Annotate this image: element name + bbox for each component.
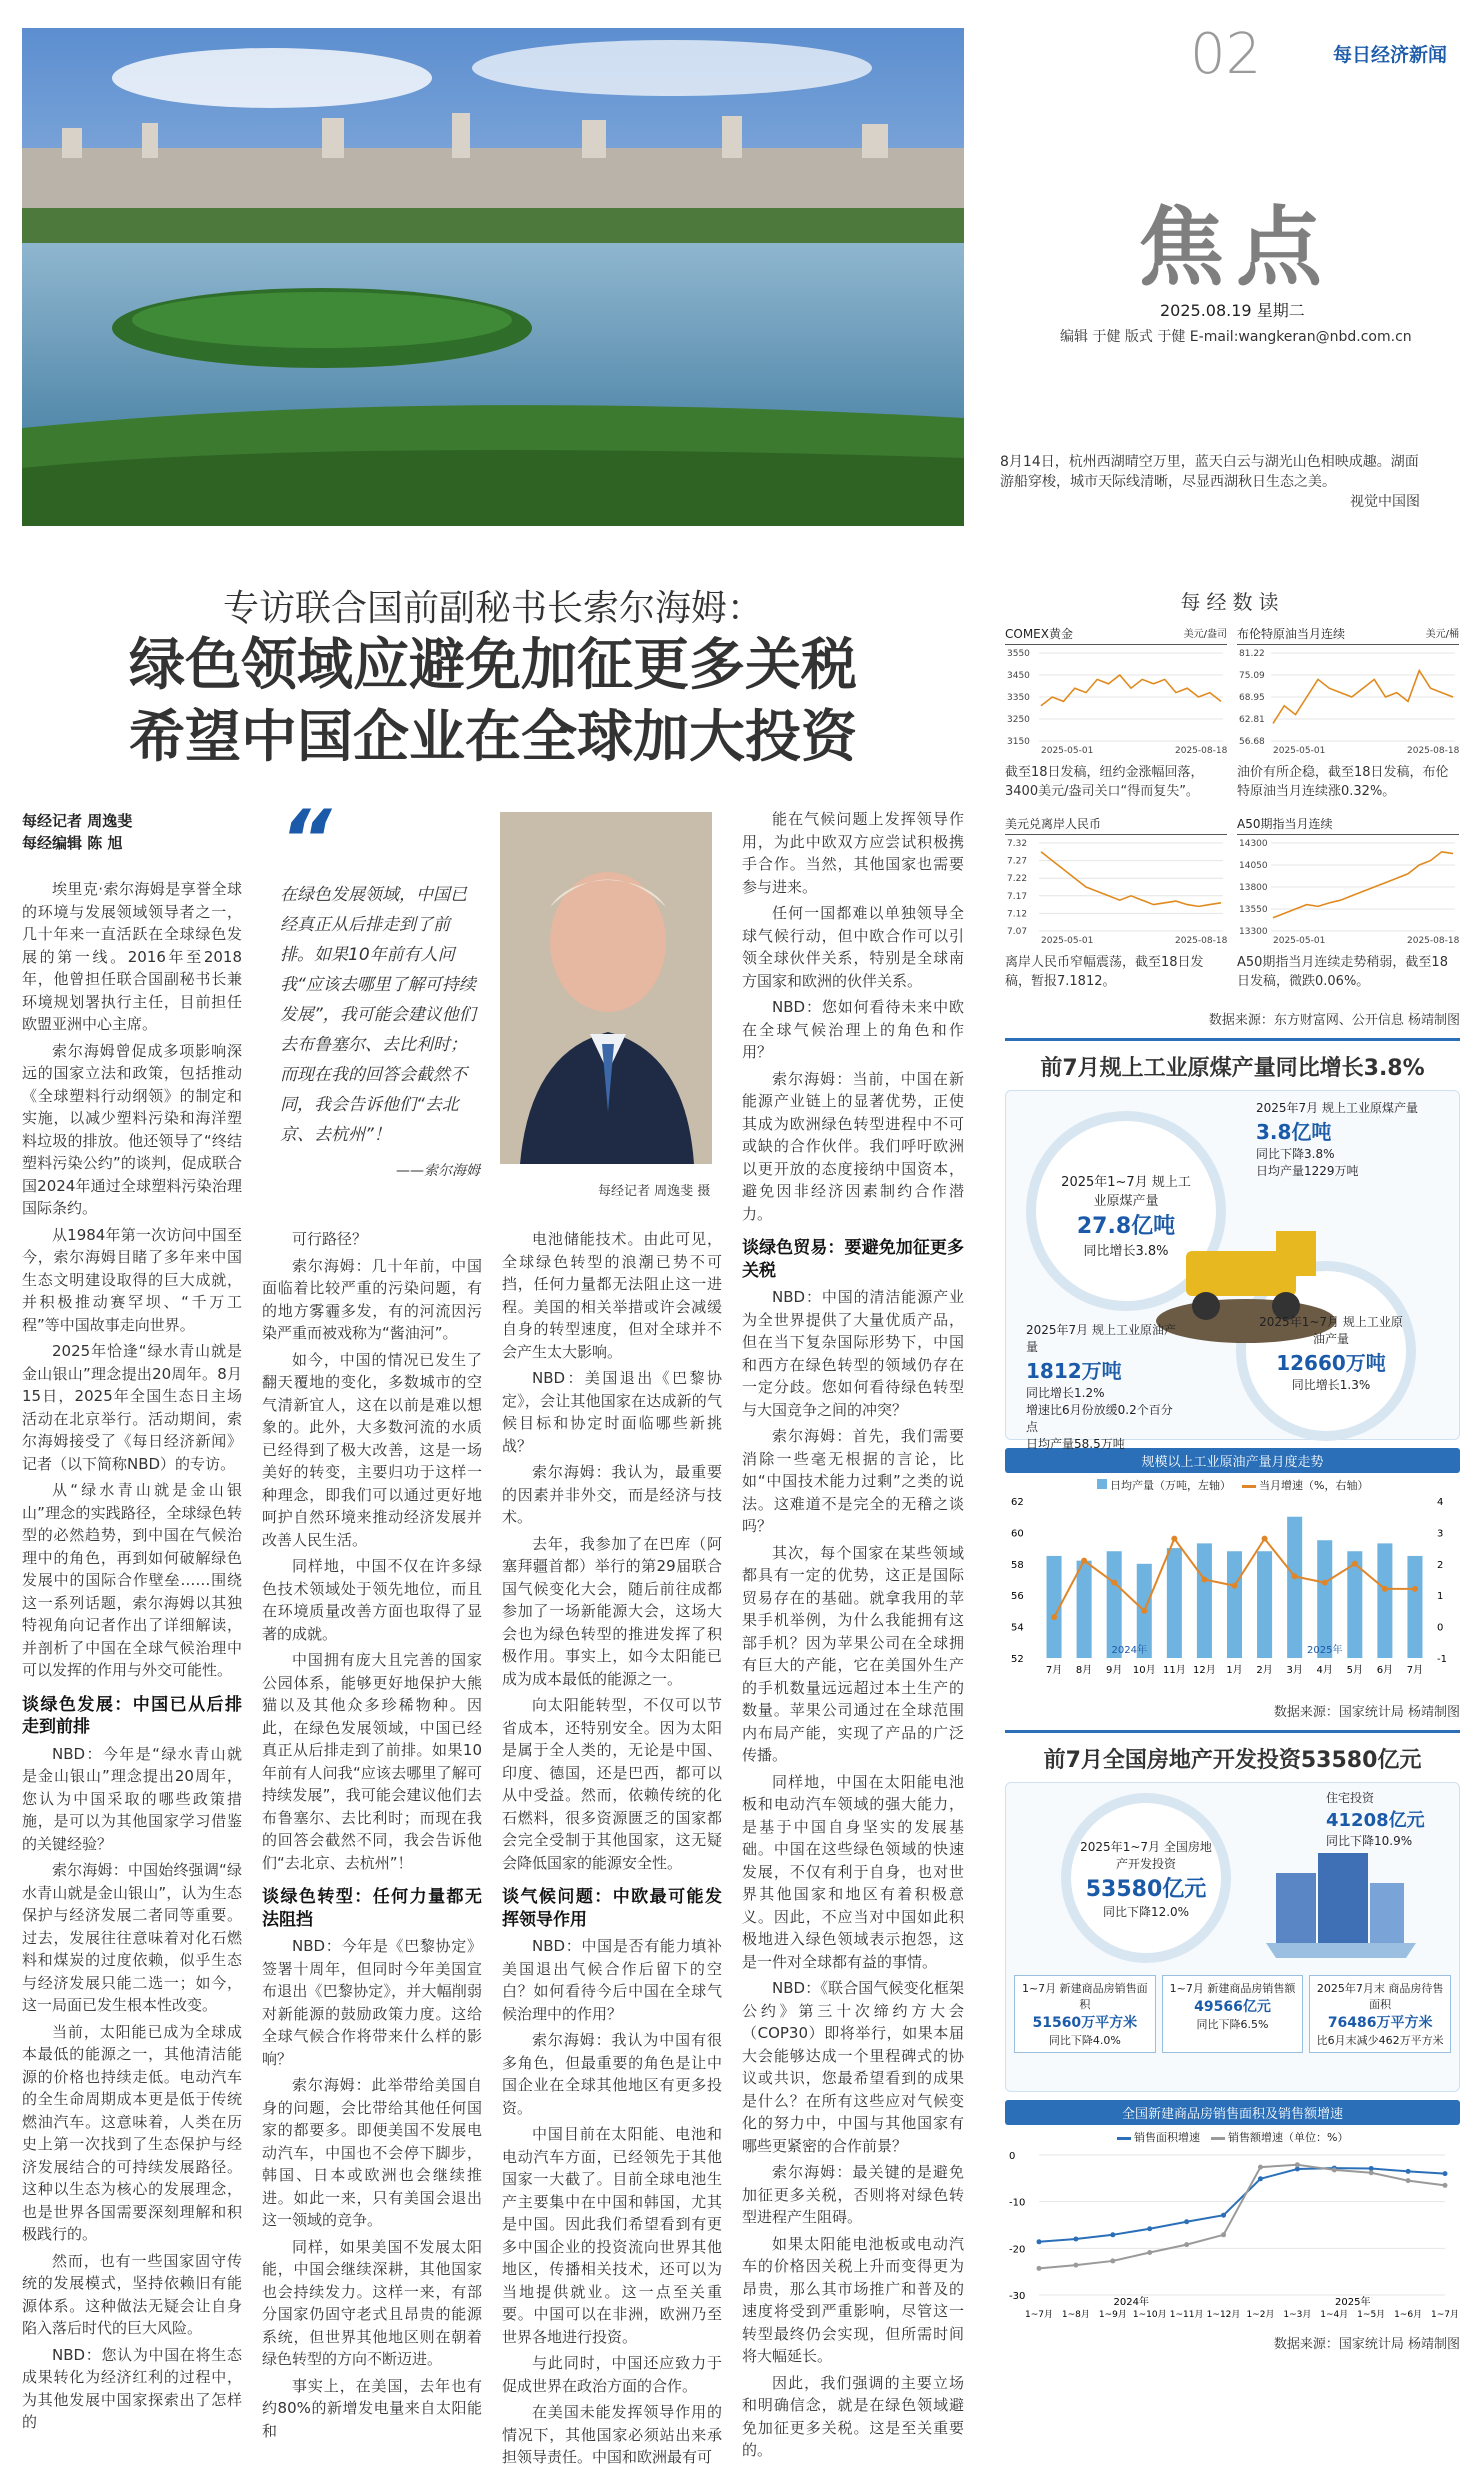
legend-bar-label: 日均产量（万吨，左轴） <box>1110 1479 1232 1492</box>
col4b-paragraph: 同样地，中国在太阳能电池板和电动汽车领域的强大能力，是基于中国自身坚实的发展基础。中国在这些绿色领域的快速发展，不仅有利于自身，也对世界其他国家和地区有着积极意义。因此，不应当对中国如此积极地进入绿色领域表示抱怨，这是一件对全球都有益的事情。 <box>742 1772 964 1971</box>
x-tick-label: 2025-05-01 <box>1041 746 1094 756</box>
y-tick-label: 68.95 <box>1239 693 1265 703</box>
y-axis-tick: -30 <box>1009 2291 1026 2302</box>
byline <box>22 810 132 854</box>
category-label: 1~4月 <box>1320 2310 1349 2320</box>
col1b-paragraph: NBD：您认为中国在将生态成果转化为经济红利的过程中，为其他发展中国家探索出了怎样的 <box>22 2345 242 2431</box>
oil-july-title: 2025年7月 规上工业原油产量 <box>1026 1323 1176 1354</box>
article-column-4 <box>742 808 964 2466</box>
caption-text: 8月14日，杭州西湖晴空万里，蓝天白云与湖光山色相映成趣。湖面游船穿梭，城市天际线清晰，尽显西湖秋日生态之美。 <box>1000 454 1419 490</box>
growth-rate-point <box>1292 1573 1298 1579</box>
growth-rate-point <box>1412 1586 1418 1592</box>
quote-text: 在绿色发展领域，中国已经真正从后排走到了前排。如果10年前有人问我“应该去哪里了解可持续发展”，我可能会建议他们去布鲁塞尔、去比利时；而现在我的回答会截然不同，我会告诉他们“去北京、去杭州”！ <box>280 885 476 1145</box>
y-tick-label: 62.81 <box>1239 715 1265 725</box>
series-line <box>1039 2168 1445 2242</box>
oil-ytd-title: 2025年1~7月 规上工业原油产量 <box>1259 1315 1403 1346</box>
sales-amount-box <box>1162 1975 1304 2053</box>
coal-july-block <box>1256 1099 1426 1179</box>
growth-rate-point <box>1141 1608 1147 1614</box>
growth-rate-point <box>1171 1536 1177 1542</box>
col1b-paragraph: NBD：今年是“绿水青山就是金山银山”理念提出20周年，您认为中国采取的哪些政策措施，是可以为其他国家学习借鉴的关键经验？ <box>22 1744 242 1853</box>
daily-output-bar <box>1167 1548 1182 1658</box>
coal-july-title: 2025年7月 规上工业原煤产量 <box>1256 1101 1418 1115</box>
legend-bar-swatch <box>1097 1479 1107 1489</box>
series-point <box>1332 2167 1337 2172</box>
y-tick-label: 75.09 <box>1239 671 1265 681</box>
oil-ytd-value: 12660万吨 <box>1276 1351 1386 1375</box>
portrait-photo <box>500 812 712 1164</box>
growth-rate-point <box>1111 1580 1117 1586</box>
col2-paragraph: 中国拥有庞大且完善的国家公园体系，能够更好地保护大熊猫以及其他众多珍稀物种。因此，在绿色发展领域，中国已经真正从后排走到了前排。如果10年前有人问我“应该去哪里了解可持续发展”，我可能会建议他们去布鲁塞尔、去比利时；而现在我的回答会截然不同，我会告诉他们“去北京、去杭州”！ <box>262 1651 482 1872</box>
right-axis-tick: 0 <box>1437 1622 1444 1634</box>
year-label: 2024年 <box>1113 2297 1149 2308</box>
price-line <box>1273 852 1453 918</box>
editor: 每经编辑 陈 旭 <box>22 834 123 852</box>
source-line-2: 数据来源：国家统计局 杨靖制图 <box>1273 1705 1460 1720</box>
coal-ytd-title: 2025年1~7月 规上工业原煤产量 <box>1061 1175 1191 1209</box>
y-tick-label: 7.12 <box>1007 909 1028 920</box>
residential-invest-title: 住宅投资 <box>1326 1791 1375 1805</box>
legend-amount-swatch <box>1211 2137 1225 2140</box>
paper-name: 每日经济新闻 <box>1333 44 1448 66</box>
year-label: 2025年 <box>1307 1645 1343 1656</box>
article-column-1 <box>22 878 242 2438</box>
growth-rate-point <box>1322 1580 1328 1586</box>
col4b-paragraph: NBD：中国的清洁能源产业为全世界提供了大量优质产品，但在当下复杂国际形势下，中国和西方在绿色转型的领域仍存在一定分歧。您如何看待绿色转型与大国竞争之间的冲突？ <box>742 1288 964 1419</box>
series-point <box>1221 2232 1226 2237</box>
mini-chart-label <box>1237 625 1459 645</box>
col3-paragraph: 去年，我参加了在巴库（阿塞拜疆首都）举行的第29届联合国气候变化大会，随后前往成都参加了一场新能源大会，这场大会也为绿色转型的推进发挥了积极作用。事实上，如今太阳能已成为成本最低的能源之一。 <box>502 1534 722 1688</box>
left-axis-tick: 54 <box>1011 1622 1024 1634</box>
y-tick-label: 14050 <box>1239 861 1268 871</box>
left-axis-tick: 56 <box>1011 1591 1024 1603</box>
daily-output-bar <box>1317 1540 1332 1658</box>
mini-chart-unit: 美元/桶 <box>1425 629 1459 640</box>
col2b-paragraph: 索尔海姆：此举带给美国自身的问题，会比带给其他任何国家的都要多。即便美国不发展电动汽车，中国也不会停下脚步，韩国、日本或欧洲也会继续推进。如此一来，只有美国会退出这一领域的竞争。 <box>262 2076 482 2229</box>
growth-rate-point <box>1051 1614 1057 1620</box>
y-tick-label: 7.07 <box>1007 927 1028 937</box>
mini-chart-caption: 油价有所企稳，截至18日发稿，布伦特原油当月连续涨0.32%。 <box>1237 765 1449 799</box>
oil-july-sub: 同比增长1.2% <box>1026 1386 1105 1400</box>
portrait-credit: 每经记者 周逸斐 摄 <box>598 1184 711 1199</box>
realty-infographic <box>1005 1782 1460 2092</box>
category-label: 1~8月 <box>1061 2310 1090 2320</box>
legend-line-label: 当月增速（%，右轴） <box>1259 1479 1369 1492</box>
category-label: 12月 <box>1193 1665 1216 1676</box>
residential-invest-block <box>1326 1789 1456 1849</box>
mini-chart <box>1005 815 1227 1005</box>
source-line-3: 数据来源：国家统计局 杨靖制图 <box>1273 2337 1460 2352</box>
sales-area-title: 1~7月 新建商品房销售面积 <box>1021 1982 1148 2011</box>
col2-paragraph: 可行路径？ <box>292 1230 368 1248</box>
series-point <box>1147 2226 1152 2231</box>
y-tick-label: 3150 <box>1007 737 1030 747</box>
x-tick-label: 2025-05-01 <box>1273 936 1326 946</box>
col1b-paragraph: 索尔海姆：中国始终强调“绿水青山就是金山银山”，认为生态保护与经济发展二者同等重要。过去，发展往往意味着对化石燃料和煤炭的过度依赖，似乎生态与经济发展只能二选一；如今，这一局面已发生根本性改变。 <box>22 1861 242 2014</box>
coal-july-sub: 同比下降3.8% <box>1256 1147 1335 1161</box>
category-label: 7月 <box>1045 1665 1063 1676</box>
oil-ytd-block <box>1256 1313 1406 1393</box>
category-label: 11月 <box>1162 1665 1186 1676</box>
daily-output-bar <box>1407 1556 1422 1658</box>
y-tick-label: 13550 <box>1239 905 1268 915</box>
category-label: 8月 <box>1075 1665 1093 1676</box>
daily-output-bar <box>1197 1543 1212 1658</box>
price-line <box>1041 852 1221 907</box>
oil-july-value: 1812万吨 <box>1026 1359 1122 1383</box>
mini-chart <box>1237 815 1459 1005</box>
article-headline <box>22 630 964 774</box>
mini-chart-label <box>1237 815 1459 835</box>
year-label: 2025年 <box>1335 2297 1371 2308</box>
right-axis-tick: 4 <box>1437 1497 1444 1508</box>
oil-ytd-sub: 同比增长1.3% <box>1291 1378 1371 1392</box>
realty-headline: 前7月全国房地产开发投资53580亿元 <box>1005 1730 1460 1774</box>
category-label: 9月 <box>1106 1665 1123 1676</box>
category-label: 4月 <box>1316 1665 1333 1676</box>
section-title: 焦点 <box>1138 198 1334 298</box>
residential-invest-sub: 同比下降10.9% <box>1326 1834 1413 1848</box>
coal-ytd-block <box>1056 1171 1196 1259</box>
oil-chart-legend <box>1005 1477 1460 1493</box>
legend-area-swatch <box>1117 2137 1131 2140</box>
series-point <box>1406 2169 1411 2174</box>
legend-amount-label: 销售额增速（单位：%） <box>1228 2131 1349 2144</box>
x-tick-label: 2025-08-18 <box>1175 746 1228 756</box>
oil-july-block <box>1026 1321 1176 1452</box>
sidebar-title: 每经数读 <box>1180 590 1285 614</box>
y-tick-label: 3550 <box>1007 649 1030 659</box>
category-label: 1~2月 <box>1246 2310 1275 2320</box>
series-point <box>1184 2219 1189 2224</box>
x-tick-label: 2025-08-18 <box>1407 746 1460 756</box>
y-tick-label: 56.68 <box>1239 737 1265 747</box>
coal-infographic <box>1005 1090 1460 1451</box>
y-tick-label: 7.22 <box>1007 874 1028 885</box>
photo-caption <box>1000 452 1420 512</box>
category-label: 1~9月 <box>1098 2310 1127 2320</box>
unsold-area-sub: 比6月末减少462万平方米 <box>1316 2034 1444 2047</box>
mini-chart-title: 美元兑离岸人民币 <box>1005 817 1102 831</box>
series-point <box>1295 2162 1300 2167</box>
category-label: 10月 <box>1132 1665 1156 1676</box>
y-tick-label: 81.22 <box>1239 649 1265 659</box>
category-label: 1~10月 <box>1132 2310 1167 2320</box>
oil-chart-title: 规模以上工业原油产量月度走势 <box>1005 1448 1460 1473</box>
col2-paragraph: 索尔海姆：几十年前，中国面临着比较严重的污染问题，有的地方雾霾多发，有的河流因污染严重而被戏称为“酱油河”。 <box>262 1256 482 1342</box>
realty-invest-title: 2025年1~7月 全国房地产开发投资 <box>1080 1840 1212 1871</box>
oil-july-sub2: 增速比6月份放缓0.2个百分点 <box>1026 1403 1173 1434</box>
growth-rate-point <box>1352 1561 1358 1567</box>
unsold-area-box <box>1309 1975 1451 2053</box>
category-label: 1~6月 <box>1394 2310 1423 2320</box>
daily-output-bar <box>1257 1551 1272 1658</box>
x-tick-label: 2025-08-18 <box>1407 936 1460 946</box>
col3-paragraph: 电池储能技术。由此可见，全球绿色转型的浪潮已势不可挡，任何力量都无法阻止这一进程。美国的相关举措或许会减缓自身的转型速度，但对全球并不会产生太大影响。 <box>502 1230 722 1361</box>
realty-stat-boxes <box>1014 1975 1451 2053</box>
sales-amount-sub: 同比下降6.5% <box>1196 2018 1269 2031</box>
col4b-paragraph: NBD：《联合国气候变化框架公约》第三十次缔约方大会（COP30）即将举行，如果本届大会能够达成一个里程碑式的协议或共识，您最希望看到的成果是什么？在所有这些应对气候变化的努力中，中国与其他国家有哪些更紧密的合作前景？ <box>742 1979 964 2155</box>
series-point <box>1037 2266 1042 2271</box>
col1-paragraph: 从“绿水青山就是金山银山”理念的实践路径，全球绿色转型的必然趋势，到中国在气候治理中的角色，再到如何破解绿色发展中的国际合作壁垒……围绕这一系列话题，索尔海姆以其独特视角向记者作出了详细解读，并剖析了中国在全球气候治理中可以发挥的作用与外交可能性。 <box>22 1481 242 1679</box>
growth-rate-point <box>1232 1583 1238 1589</box>
series-point <box>1110 2258 1115 2263</box>
article-column-2 <box>262 1228 482 2446</box>
y-tick-label: 3350 <box>1007 693 1030 703</box>
col3-paragraph: 向太阳能转型，不仅可以节省成本，还特别安全。因为太阳是属于全人类的，无论是中国、印度、德国，还是巴西，都可以从中受益。然而，依赖传统的化石燃料，很多资源匮乏的国家都会完全受制于其他国家，这无疑会降低国家的能源安全性。 <box>502 1696 722 1872</box>
quote-author: ——索尔海姆 <box>396 1163 480 1179</box>
col2-paragraph: 如今，中国的情况已发生了翻天覆地的变化，多数城市的空气清新宜人，这在以前是难以想象的。此外，大多数河流的水质已经得到了极大改善，这是一场美好的转变，主要归功于这样一种理念，即我们可以通过更好地呵护自然环境来推动经济发展并改善人民生活。 <box>262 1350 482 1549</box>
category-label: 7月 <box>1406 1665 1424 1676</box>
coal-ytd-sub: 同比增长3.8% <box>1083 1244 1169 1259</box>
section-subhead: 谈绿色转型：任何力量都无法阻挡 <box>262 1887 482 1930</box>
growth-rate-point <box>1081 1558 1087 1564</box>
reporter: 每经记者 周逸斐 <box>22 812 133 830</box>
category-label: 2月 <box>1256 1665 1273 1676</box>
series-point <box>1406 2178 1411 2183</box>
caption-credit: 视觉中国图 <box>1350 494 1420 510</box>
sales-amount-value: 49566亿元 <box>1194 1999 1271 2015</box>
y-axis-tick: -20 <box>1009 2244 1026 2256</box>
daily-output-bar <box>1107 1551 1122 1658</box>
right-axis-tick: 2 <box>1437 1559 1444 1571</box>
mini-chart-plot <box>1005 645 1227 755</box>
left-axis-tick: 62 <box>1011 1497 1024 1508</box>
series-point <box>1221 2213 1226 2218</box>
growth-rate-point <box>1262 1536 1268 1542</box>
section-subhead: 谈绿色发展：中国已从后排走到前排 <box>22 1694 242 1737</box>
mini-chart <box>1237 625 1459 815</box>
unsold-area-value: 76486万平方米 <box>1327 2015 1433 2031</box>
legend-area-label: 销售面积增速 <box>1134 2131 1201 2144</box>
col4-paragraph: 索尔海姆：当前，中国在新能源产业链上的显著优势，正使其成为欧洲绿色转型进程中不可或缺的合作伙伴。我们呼吁欧洲以更开放的态度接纳中国资本，避免因非经济因素制约合作潜力。 <box>742 1069 964 1223</box>
daily-output-bar <box>1377 1543 1392 1658</box>
mini-chart-label <box>1005 625 1227 645</box>
daily-output-bar <box>1287 1517 1302 1658</box>
realty-invest-block <box>1076 1838 1216 1920</box>
mini-chart <box>1005 625 1227 815</box>
y-tick-label: 14300 <box>1239 839 1268 849</box>
category-label: 1~12月 <box>1206 2310 1241 2320</box>
section-subhead: 谈绿色贸易：要避免加征更多关税 <box>742 1238 964 1281</box>
category-label: 1~7月 <box>1431 2310 1459 2320</box>
sales-chart-legend <box>1005 2129 1460 2145</box>
oil-july-sub3: 日均产量58.5万吨 <box>1026 1437 1125 1451</box>
left-axis-tick: 52 <box>1011 1654 1024 1665</box>
sales-area-box <box>1014 1975 1156 2053</box>
coal-july-value: 3.8亿吨 <box>1256 1120 1332 1144</box>
mini-chart-plot <box>1005 835 1227 945</box>
category-label: 1~5月 <box>1357 2310 1386 2320</box>
daily-output-bar <box>1227 1551 1242 1658</box>
right-axis-tick: 1 <box>1437 1591 1444 1603</box>
section-subhead: 谈气候问题：中欧最可能发挥领导作用 <box>502 1887 722 1930</box>
mini-chart-plot <box>1237 835 1459 945</box>
realty-invest-sub: 同比下降12.0% <box>1102 1905 1190 1919</box>
data-sidebar <box>1005 586 1460 2362</box>
col2-paragraph: 同样地，中国不仅在许多绿色技术领域处于领先地位，而且在环境质量改善方面也取得了显著的成就。 <box>262 1557 482 1643</box>
sales-area-sub: 同比下降4.0% <box>1048 2034 1121 2047</box>
unsold-area-title: 2025年7月末 商品房待售面积 <box>1316 1982 1444 2011</box>
headline-line-2: 希望中国企业在全球加大投资 <box>129 705 857 770</box>
mini-chart-unit: 美元/盎司 <box>1183 629 1227 640</box>
west-lake-photo <box>22 28 964 526</box>
y-tick-label: 7.32 <box>1007 839 1028 849</box>
col4b-paragraph: 因此，我们强调的主要立场和明确信念，就是在绿色领域避免加征更多关税。这是至关重要的。 <box>742 2373 964 2459</box>
category-label: 5月 <box>1346 1665 1363 1676</box>
y-axis-tick: 0 <box>1009 2151 1016 2162</box>
category-label: 6月 <box>1376 1665 1394 1676</box>
daily-output-bar <box>1077 1561 1092 1658</box>
right-axis-tick: 3 <box>1437 1528 1444 1540</box>
y-tick-label: 13800 <box>1239 883 1268 893</box>
series-point <box>1443 2183 1448 2188</box>
y-tick-label: 7.17 <box>1007 891 1028 902</box>
series-point <box>1369 2170 1374 2175</box>
issue-date: 2025.08.19 星期二 <box>1160 301 1305 320</box>
category-label: 3月 <box>1286 1665 1303 1676</box>
legend-line-swatch <box>1242 1485 1256 1488</box>
headline-line-1: 绿色领域应避免加征更多关税 <box>129 633 857 698</box>
mini-chart-caption: A50期指当月连续走势稍弱，截至18日发稿，微跌0.06%。 <box>1237 955 1448 989</box>
x-tick-label: 2025-05-01 <box>1041 936 1094 946</box>
sales-growth-chart <box>1005 2145 1458 2325</box>
pull-quote <box>280 793 480 1186</box>
left-axis-tick: 58 <box>1011 1559 1024 1571</box>
coal-headline: 前7月规上工业原煤产量同比增长3.8% <box>1005 1038 1460 1082</box>
realty-invest-value: 53580亿元 <box>1085 1877 1207 1902</box>
editor-line: 编辑 于健 版式 于健 E-mail:wangkeran@nbd.com.cn <box>1060 329 1412 345</box>
col1-paragraph: 2025年恰逢“绿水青山就是金山银山”理念提出20周年。8月15日，2025年全国生态日主场活动在北京举行。活动期间，索尔海姆接受了《每日经济新闻》记者（以下简称NBD）的专访。 <box>22 1342 242 1473</box>
col3b-paragraph: 在美国未能发挥领导作用的情况下，其他国家必须站出来承担领导责任。中国和欧洲最有可 <box>502 2403 722 2466</box>
series-point <box>1443 2171 1448 2176</box>
series-point <box>1073 2237 1078 2242</box>
coal-july-sub2: 日均产量1229万吨 <box>1256 1164 1359 1178</box>
y-tick-label: 13300 <box>1239 927 1268 937</box>
article-subheadline: 专访联合国前副秘书长索尔海姆： <box>222 588 763 629</box>
category-label: 1月 <box>1226 1665 1243 1676</box>
category-label: 1~11月 <box>1169 2310 1204 2320</box>
mini-chart-caption: 离岸人民币窄幅震荡，截至18日发稿，暂报7.1812。 <box>1005 955 1204 989</box>
mini-chart-label <box>1005 815 1227 835</box>
col1-paragraph: 埃里克·索尔海姆是享誉全球的环境与发展领域领导者之一，几十年来一直活跃在全球绿色发展的第一线。2016年至2018年，他曾担任联合国副秘书长兼环境规划署执行主任，目前担任欧盟亚洲中心主席。 <box>22 880 242 1033</box>
col3-paragraph: NBD：美国退出《巴黎协定》，会让其他国家在达成新的气候目标和协定时面临哪些新挑战？ <box>502 1369 722 1455</box>
mini-chart-plot <box>1237 645 1459 755</box>
y-tick-label: 3450 <box>1007 671 1030 681</box>
col4b-paragraph: 索尔海姆：首先，我们需要消除一些毫无根据的言论，比如“中国技术能力过剩”之类的说法。这难道不是完全的无稽之谈吗？ <box>742 1427 964 1535</box>
residential-invest-value: 41208亿元 <box>1326 1810 1425 1831</box>
page-number: 02 <box>1190 22 1262 87</box>
col1b-paragraph: 当前，太阳能已成为全球成本最低的能源之一，其他清洁能源的价格也持续走低。电动汽车的全生命周期成本更是低于传统燃油汽车。这意味着，人类在历史上第一次找到了生态保护与经济发展结合的可持续发展路径。这种以生态为核心的发展理念，也是世界各国需要深刻理解和积极践行的。 <box>22 2022 242 2243</box>
market-mini-charts <box>1005 625 1460 1005</box>
col2b-paragraph: NBD：今年是《巴黎协定》签署十周年，但同时今年美国宣布退出《巴黎协定》，并大幅削弱对新能源的鼓励政策力度。这给全球气候合作将带来什么样的影响？ <box>262 1937 482 2068</box>
col3b-paragraph: 与此同时，中国还应致力于促成世界在政治方面的合作。 <box>502 2354 722 2395</box>
series-point <box>1110 2232 1115 2237</box>
series-point <box>1258 2176 1263 2181</box>
series-point <box>1073 2263 1078 2268</box>
col3b-paragraph: 索尔海姆：我认为中国有很多角色，但最重要的角色是让中国企业在全球其他地区有更多投资。 <box>502 2031 722 2117</box>
col4b-paragraph: 其次，每个国家在某些领域都具有一定的优势，这正是国际贸易存在的基础。就拿我用的苹果手机举例，为什么我能拥有这部手机？因为苹果公司在全球拥有巨大的产能，它在美国外生产的手机数量远远超过本土生产的数量。苹果公司通过在全球范围内布局产能，实现了产品的广泛传播。 <box>742 1543 964 1764</box>
mini-chart-title: 布伦特原油当月连续 <box>1237 627 1346 641</box>
y-tick-label: 7.27 <box>1007 856 1028 867</box>
col2b-paragraph: 同样，如果美国不发展太阳能，中国会继续深耕，其他国家也会持续发力。这样一来，有部分国家仍固守老式且昂贵的能源系统，但世界其他地区则在朝着绿色转型的方向不断迈进。 <box>262 2237 482 2368</box>
y-axis-tick: -10 <box>1009 2197 1026 2209</box>
series-line <box>1039 2165 1445 2269</box>
mini-chart-title: A50期指当月连续 <box>1237 817 1333 831</box>
right-axis-tick: -1 <box>1437 1654 1447 1665</box>
sales-area-value: 51560万平方米 <box>1032 2015 1138 2031</box>
col3b-paragraph: 中国目前在太阳能、电池和电动汽车方面，已经领先于其他国家一大截了。目前全球电池生产主要集中在中国和韩国，尤其是中国。因此我们希望看到有更多中国企业的投资流向世界其他地区，传播相关技术，还可以为当地提供就业。这一点至关重要。中国可以在非洲，欧洲乃至世界各地进行投资。 <box>502 2125 722 2346</box>
mini-chart-caption: 截至18日发稿，纽约金涨幅回落，3400美元/盎司关口“得而复失”。 <box>1005 765 1204 799</box>
series-point <box>1037 2239 1042 2244</box>
growth-rate-point <box>1201 1577 1207 1583</box>
series-point <box>1147 2250 1152 2255</box>
coal-ytd-value: 27.8亿吨 <box>1076 1214 1176 1239</box>
category-label: 1~7月 <box>1025 2310 1053 2320</box>
series-point <box>1184 2242 1189 2247</box>
mini-chart-title: COMEX黄金 <box>1005 627 1073 641</box>
col4b-paragraph: 如果太阳能电池板或电动汽车的价格因关税上升而变得更为昂贵，那么其市场推广和普及的速度将受到严重影响，尽管这一转型最终仍会实现，但所需时间将大幅延长。 <box>742 2234 964 2365</box>
oil-production-chart <box>1005 1493 1458 1693</box>
category-label: 1~3月 <box>1283 2310 1312 2320</box>
x-tick-label: 2025-08-18 <box>1175 936 1228 946</box>
col4-paragraph: NBD：您如何看待未来中欧在全球气候治理上的角色和作用？ <box>742 998 964 1061</box>
col1b-paragraph: 然而，也有一些国家固守传统的发展模式，坚持依赖旧有能源体系。这种做法无疑会让自身陷入落后时代的巨大风险。 <box>22 2251 242 2337</box>
price-line <box>1041 675 1221 706</box>
col4-paragraph: 任何一国都难以单独领导全球气候行动，但中欧合作可以引领全球伙伴关系，特别是全球南方国家和欧洲的伙伴关系。 <box>742 904 964 990</box>
left-axis-tick: 60 <box>1011 1528 1024 1540</box>
sales-amount-title: 1~7月 新建商品房销售额 <box>1169 1982 1296 1995</box>
col3b-paragraph: NBD：中国是否有能力填补美国退出气候合作后留下的空白？如何看待今后中国在全球气候治理中的作用？ <box>502 1937 722 2023</box>
series-point <box>1258 2165 1263 2170</box>
y-tick-label: 3250 <box>1007 715 1030 725</box>
col4-paragraph: 能在气候问题上发挥领导作用，为此中欧双方应尝试积极携手合作。当然，其他国家也需要参与进来。 <box>742 810 964 896</box>
x-tick-label: 2025-05-01 <box>1273 746 1326 756</box>
col4b-paragraph: 索尔海姆：最关键的是避免加征更多关税，否则将对绿色转型进程产生阻碍。 <box>742 2163 964 2226</box>
source-line-1: 数据来源：东方财富网、公开信息 杨靖制图 <box>1208 1013 1460 1028</box>
col1-paragraph: 索尔海姆曾促成多项影响深远的国家立法和政策，包括推动《全球塑料行动纲领》的制定和实施，以减少塑料污染和海洋塑料垃圾的排放。他还领导了“终结塑料污染公约”的谈判，促成联合国2024年通过全球塑料污染治理国际条约。 <box>22 1041 242 1217</box>
quote-mark-icon: “ <box>280 793 332 886</box>
article-column-3 <box>502 1228 722 2473</box>
col1-paragraph: 从1984年第一次访问中国至今，索尔海姆目睹了多年来中国生态文明建设取得的巨大成就，并积极推动赛罕坝、“千万工程”等中国故事走向世界。 <box>22 1225 242 1334</box>
growth-rate-point <box>1382 1586 1388 1592</box>
col3-paragraph: 索尔海姆：我认为，最重要的因素并非外交，而是经济与技术。 <box>502 1463 722 1526</box>
sales-chart-title: 全国新建商品房销售面积及销售额增速 <box>1005 2100 1460 2125</box>
col2b-paragraph: 事实上，在美国，去年也有约80%的新增发电量来自太阳能和 <box>262 2376 482 2440</box>
year-label: 2024年 <box>1111 1645 1147 1656</box>
